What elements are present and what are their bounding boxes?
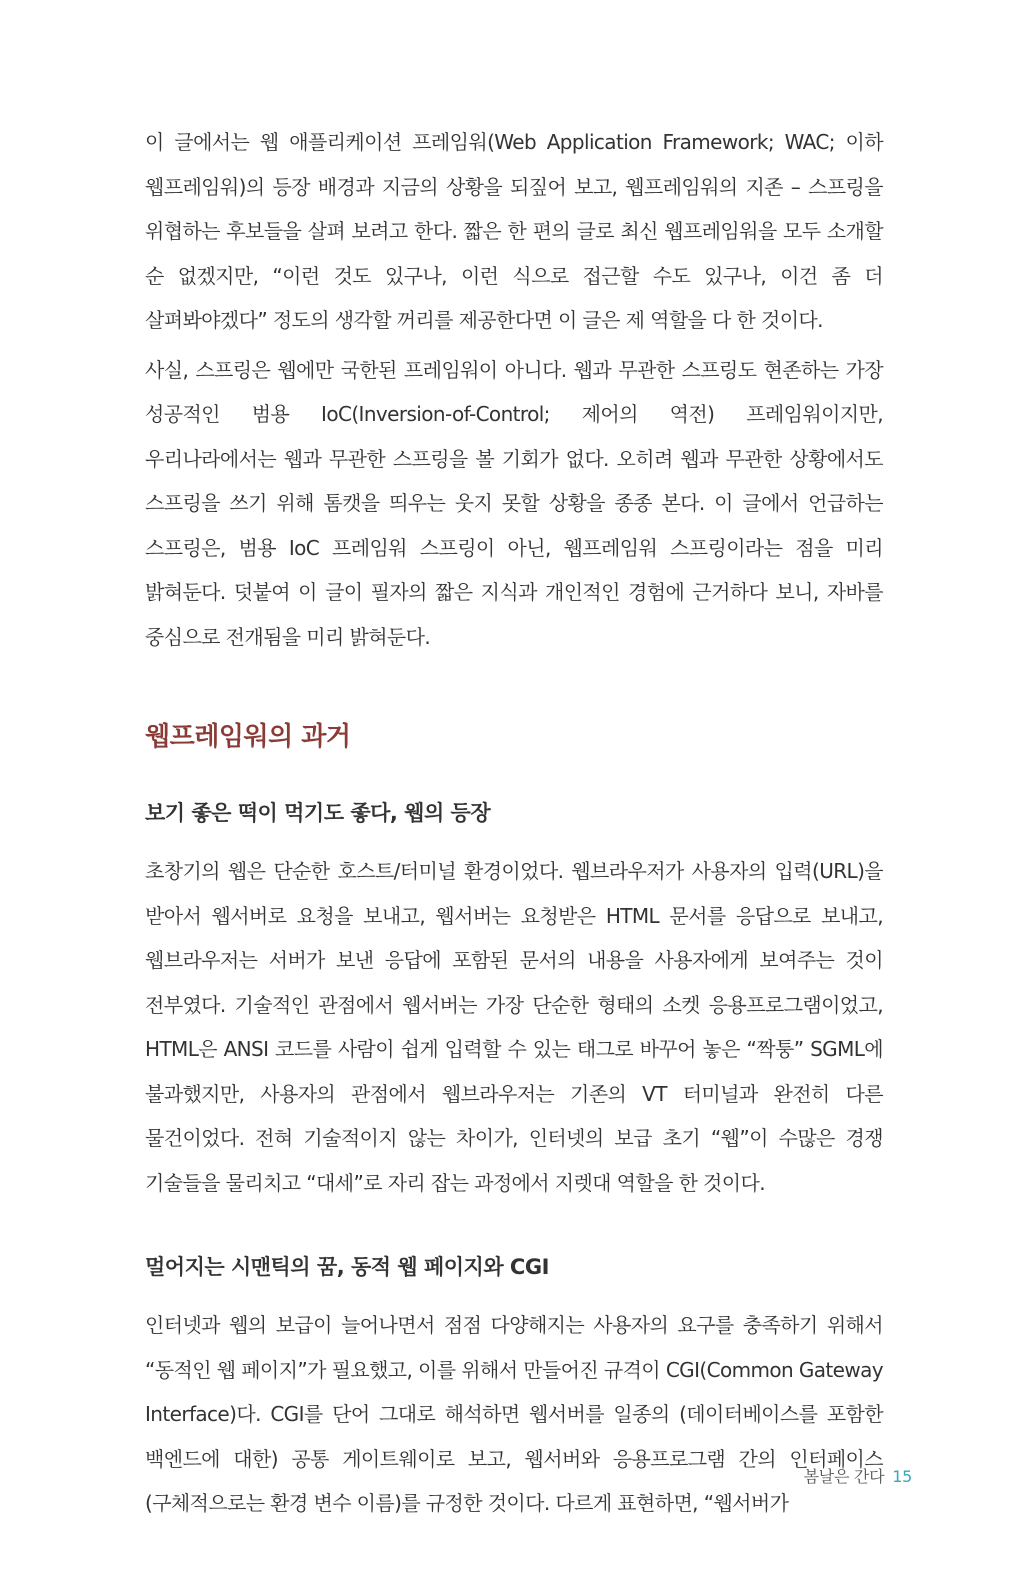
page-footer	[804, 1465, 912, 1489]
subsection-paragraph-cgi: 인터넷과 웹의 보급이 늘어나면서 점점 다양해지는 사용자의 요구를 충족하기 위해서 “동적인 웹 페이지”가 필요했고, 이를 위해서 만들어진 규격이 CGI(Common Gateway Interface)다. CGI를 단어 그대로 해석하면 웹서버를 일종의 (데이터베이스를 포함한 백엔드에 대한) 공통 게이트웨이로 보고, 웹서버와 응용프로그램 간의 인터페이스(구체적으로는 환경 변수 이름)를 규정한 것이다. 다르게 표현하면, “웹서버가	[145, 1313, 883, 1515]
section-title: 웹프레임워의 과거	[145, 722, 351, 752]
intro-paragraph-2: 사실, 스프링은 웹에만 국한된 프레임워이 아니다. 웹과 무관한 스프링도 현존하는 가장 성공적인 범용 IoC(Inversion-of-Control; 제어의 역전) 프레임워이지만, 우리나라에서는 웹과 무관한 스프링을 볼 기회가 없다. 오히려 웹과 무관한 상황에서도 스프링을 쓰기 위해 톰캣을 띄우는 웃지 못할 상황을 종종 본다. 이 글에서 언급하는 스프링은, 범용 IoC 프레임워 스프링이 아닌, 웹프레임워 스프링이라는 점을 미리 밝혀둔다. 덧붙여 이 글이 필자의 짧은 지식과 개인적인 경험에 근거하다 보니, 자바를 중심으로 전개됨을 미리 밝혀둔다.	[145, 357, 883, 649]
subsection-paragraph-web-origin: 초창기의 웹은 단순한 호스트/터미널 환경이었다. 웹브라우저가 사용자의 입력(URL)을 받아서 웹서버로 요청을 보내고, 웹서버는 요청받은 HTML 문서를 응답으로 보내고, 웹브라우저는 서버가 보낸 응답에 포함된 문서의 내용을 사용자에게 보여주는 것이 전부였다. 기술적인 관점에서 웹서버는 가장 단순한 형태의 소켓 응용프로그램이었고, HTML은 ANSI 코드를 사람이 쉽게 입력할 수 있는 태그로 바꾸어 놓은 “짝퉁” SGML에 불과했지만, 사용자의 관점에서 웹브라우저는 기존의 VT 터미널과 완전히 다른 물건이었다. 전혀 기술적이지 않는 차이가, 인터넷의 보급 초기 “웹”이 수많은 경쟁 기술들을 물리치고 “대세”로 자리 잡는 과정에서 지렛대 역할을 한 것이다.	[145, 859, 883, 1195]
page-number: 15	[892, 1467, 912, 1486]
subsection-title-web-origin: 보기 좋은 떡이 먹기도 좋다, 웹의 등장	[145, 801, 491, 825]
running-title: 봄날은 간다	[803, 1467, 885, 1486]
intro-paragraph-1: 이 글에서는 웹 애플리케이션 프레임워(Web Application Framework; WAC; 이하 웹프레임워)의 등장 배경과 지금의 상황을 되짚어 보고, 웹프레임워의 지존 – 스프링을 위협하는 후보들을 살펴 보려고 한다. 짧은 한 편의 글로 최신 웹프레임워을 모두 소개할 순 없겠지만, “이런 것도 있구나, 이런 식으로 접근할 수도 있구나, 이건 좀 더 살펴봐야겠다” 정도의 생각할 꺼리를 제공한다면 이 글은 제 역할을 다 한 것이다.	[145, 130, 883, 332]
page-content	[145, 120, 883, 1526]
subsection-title-cgi: 멀어지는 시맨틱의 꿈, 동적 웹 페이지와 CGI	[145, 1255, 549, 1279]
